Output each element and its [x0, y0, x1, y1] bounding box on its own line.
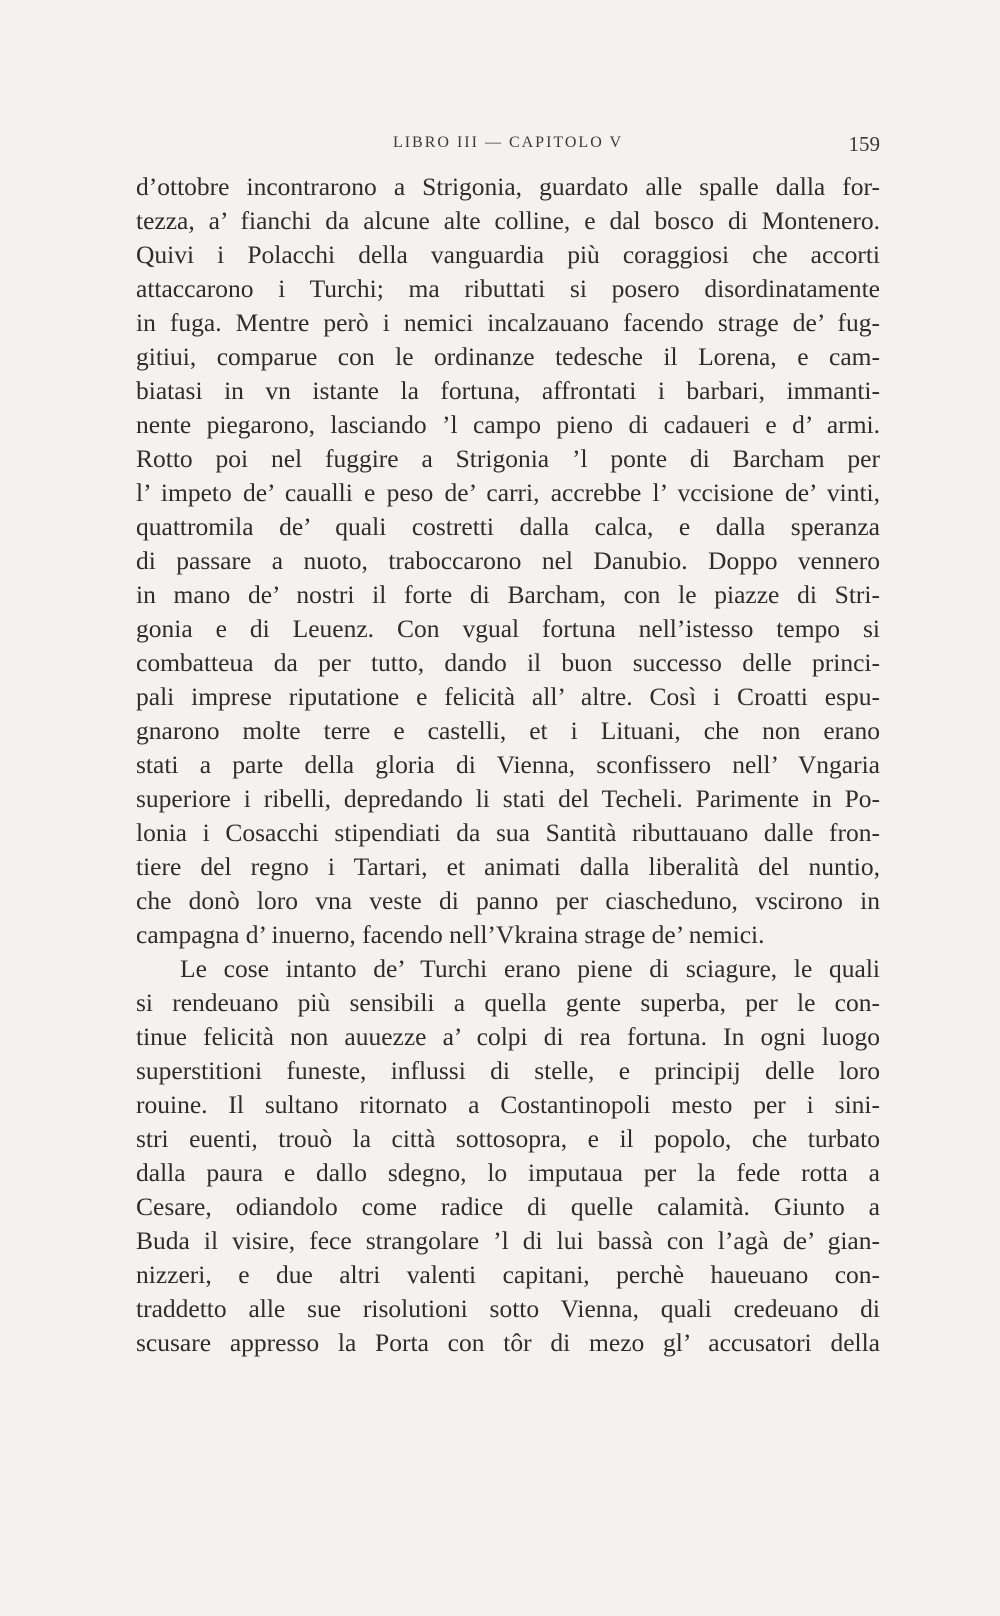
text-line: stri euenti, trouò la città sottosopra, e il popolo, che turbato	[136, 1124, 880, 1153]
text-line: superiore i ribelli, depredando li stati del Techeli. Parimente in Po-	[136, 784, 880, 813]
text-line: d’ottobre incontrarono a Strigonia, guardato alle spalle dalla for-	[136, 172, 880, 201]
text-line: gitiui, comparue con le ordinanze tedesche il Lorena, e cam-	[136, 342, 880, 371]
text-line: tiere del regno i Tartari, et animati dalla liberalità del nuntio,	[136, 852, 880, 881]
text-line: in fuga. Mentre però i nemici incalzauano facendo strage de’ fug-	[136, 308, 880, 337]
text-line: nizzeri, e due altri valenti capitani, perchè haueuano con-	[136, 1260, 880, 1289]
text-line: stati a parte della gloria di Vienna, sconfissero nell’ Vngaria	[136, 750, 880, 779]
text-line: nente piegarono, lasciando ’l campo pieno di cadaueri e d’ armi.	[136, 410, 880, 439]
text-line: dalla paura e dallo sdegno, lo imputaua per la fede rotta a	[136, 1158, 880, 1187]
text-line: Buda il visire, fece strangolare ’l di lui bassà con l’agà de’ gian-	[136, 1226, 880, 1255]
text-line: attaccarono i Turchi; ma ributtati si posero disordinatamente	[136, 274, 880, 303]
text-line: combatteua da per tutto, dando il buon successo delle princi-	[136, 648, 880, 677]
text-line: di passare a nuoto, traboccarono nel Danubio. Doppo vennero	[136, 546, 880, 575]
text-line: gonia e di Leuenz. Con vgual fortuna nell’istesso tempo si	[136, 614, 880, 643]
text-line: si rendeuano più sensibili a quella gente superba, per le con-	[136, 988, 880, 1017]
text-line: rouine. Il sultano ritornato a Costantinopoli mesto per i sini-	[136, 1090, 880, 1119]
paragraph-end-line: campagna d’ inuerno, facendo nell’Vkraina strage de’ nemici.	[136, 920, 765, 949]
text-line: pali imprese riputatione e felicità all’ altre. Così i Croatti espu-	[136, 682, 880, 711]
text-line: tinue felicità non auuezze a’ colpi di rea fortuna. In ogni luogo	[136, 1022, 880, 1051]
text-line: traddetto alle sue risolutioni sotto Vienna, quali credeuano di	[136, 1294, 880, 1323]
text-line: quattromila de’ quali costretti dalla calca, e dalla speranza	[136, 512, 880, 541]
text-line: che donò loro vna veste di panno per ciascheduno, vscirono in	[136, 886, 880, 915]
text-line: lonia i Cosacchi stipendiati da sua Santità ributtauano dalle fron-	[136, 818, 880, 847]
text-line: tezza, a’ fianchi da alcune alte colline, e dal bosco di Montenero.	[136, 206, 880, 235]
text-line: Cesare, odiandolo come radice di quelle calamità. Giunto a	[136, 1192, 880, 1221]
text-line: gnarono molte terre e castelli, et i Lituani, che non erano	[136, 716, 880, 745]
running-header	[136, 134, 880, 160]
paragraph-start-line: Le cose intanto de’ Turchi erano piene di sciagure, le quali	[180, 954, 880, 983]
page-number: 159	[848, 132, 880, 156]
body-text	[136, 170, 880, 1360]
text-line: Quivi i Polacchi della vanguardia più coraggiosi che accorti	[136, 240, 880, 269]
text-line: biatasi in vn istante la fortuna, affrontati i barbari, immanti-	[136, 376, 880, 405]
running-header-title: LIBRO III — CAPITOLO V	[392, 134, 624, 151]
text-line: Rotto poi nel fuggire a Strigonia ’l ponte di Barcham per	[136, 444, 880, 473]
text-line: in mano de’ nostri il forte di Barcham, con le piazze di Stri-	[136, 580, 880, 609]
text-line: superstitioni funeste, influssi di stelle, e principij delle loro	[136, 1056, 880, 1085]
text-line: scusare appresso la Porta con tôr di mezo gl’ accusatori della	[136, 1328, 880, 1357]
text-line: l’ impeto de’ caualli e peso de’ carri, accrebbe l’ vccisione de’ vinti,	[136, 478, 880, 507]
